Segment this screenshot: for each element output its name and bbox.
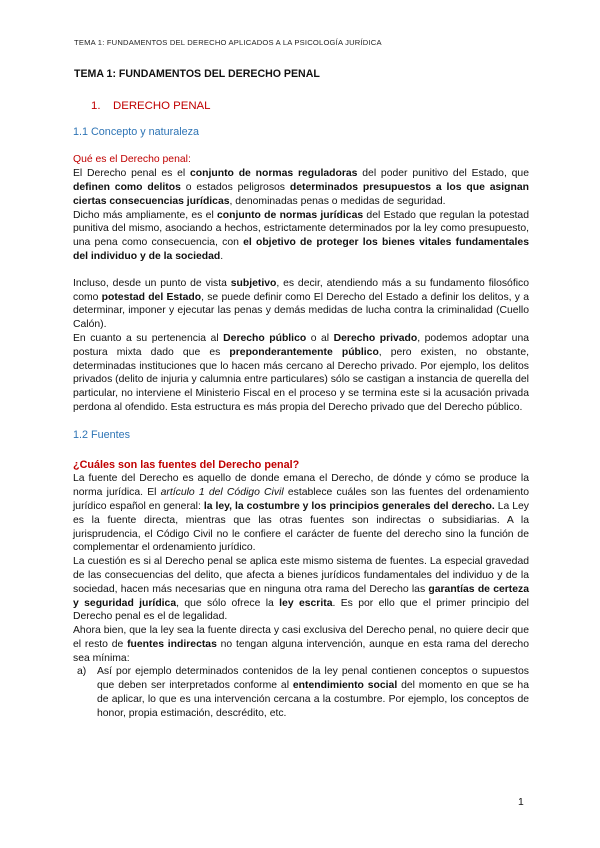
paragraph-subjective: Incluso, desde un punto de vista subjetivo, es decir, atendiendo más a su fundamento filosófico como potestad del Estado, se puede definir como El Derecho del Estado a definir los delitos, y a determinar, imponer y ejecutar las penas y demás medidas de lucha contra la criminalidad (Cuello Calón). <box>73 277 529 331</box>
document-title: TEMA 1: FUNDAMENTOS DEL DERECHO PENAL <box>74 68 320 80</box>
paragraph-definition: El Derecho penal es el conjunto de normas reguladoras del poder punitivo del Estado, que definen como delitos o estados peligrosos determinados presupuestos a los que asignan ciertas consecuencias jurídicas, denominadas penas o medidas de seguridad. <box>73 168 529 207</box>
list-marker: a) <box>77 666 87 678</box>
paragraph-legality: La cuestión es si al Derecho penal se aplica este mismo sistema de fuentes. La especial gravedad de las consecuencias del delito, que afecta a bienes jurídicos fundamentales del individuo y de la sociedad, hacen más necesarias que en ninguna otra rama del Derecho las garantías de certeza y seguridad jurídica, que sólo ofrece la ley escrita. Es por ello que el primer principio del Derecho penal es el de legalidad. <box>73 556 530 623</box>
question-heading: Qué es el Derecho penal: <box>73 154 191 166</box>
paragraph-indirect-sources: Ahora bien, que la ley sea la fuente directa y casi exclusiva del Derecho penal, no quiere decir que el resto de fuentes indirectas no tengan alguna intervención, aunque en esta rama del derecho sea mínima: <box>73 625 529 664</box>
list-item <box>73 665 529 720</box>
paragraph-sources: La fuente del Derecho es aquello de donde emana el Derecho, de dónde y cómo se produce la norma jurídica. El artículo 1 del Código Civil establece cuáles son las fuentes del ordenamiento jurídico español en general: la ley, la costumbre y los principios generales del derecho. La Ley es la fuente directa, mientras que las otras fuentes son indirectas o subsidiarias. A la jurisprudencia, el Código Civil no le confiere el carácter de fuente del derecho sino la función de complementar el ordenamiento jurídico. <box>73 473 529 554</box>
section-heading <box>91 100 529 114</box>
running-header: TEMA 1: FUNDAMENTOS DEL DERECHO APLICADOS A LA PSICOLOGÍA JURÍDICA <box>74 38 382 47</box>
subsection-heading-concepto: 1.1 Concepto y naturaleza <box>73 125 200 138</box>
page-number: 1 <box>518 797 524 808</box>
paragraph-public-private: En cuanto a su pertenencia al Derecho público o al Derecho privado, podemos adoptar una postura mixta dado que es preponderantemente público, pero existen, no obstante, determinadas instituciones que lo hacen más cercano al Derecho privado. Por ejemplo, los delitos privados (delito de injuria y calumnia entre particulares) sólo se castigan a instancia de querella del particular, no interviene el Ministerio Fiscal en el proceso y se termina este si la acusación privada perdona al ofendido. Esta estructura es más propia del Derecho privado que del Derecho público. <box>73 332 530 413</box>
list-item-text: Así por ejemplo determinados contenidos de la ley penal contienen conceptos o supuestos que deben ser interpretados conforme al entendimiento social del momento en que se ha de aplicar, lo que es una intervención cercana a la costumbre. Por ejemplo, los conceptos de honor, propia estimación, descrédito, etc. <box>97 666 529 719</box>
question-heading-sources: ¿Cuáles son las fuentes del Derecho penal? <box>73 458 300 471</box>
section-number: 1. <box>91 99 101 112</box>
paragraph-broad-definition: Dicho más ampliamente, es el conjunto de normas jurídicas del Estado que regulan la potestad punitiva del mismo, asociando a hechos, estrictamente determinados por la ley como presupuesto, una pena como consecuencia, con el objetivo de proteger los bienes vitales fundamentales del individuo y de la sociedad. <box>73 209 529 262</box>
document-body <box>73 68 529 721</box>
subsection-heading-fuentes: 1.2 Fuentes <box>73 428 131 441</box>
section-title: DERECHO PENAL <box>113 99 211 112</box>
